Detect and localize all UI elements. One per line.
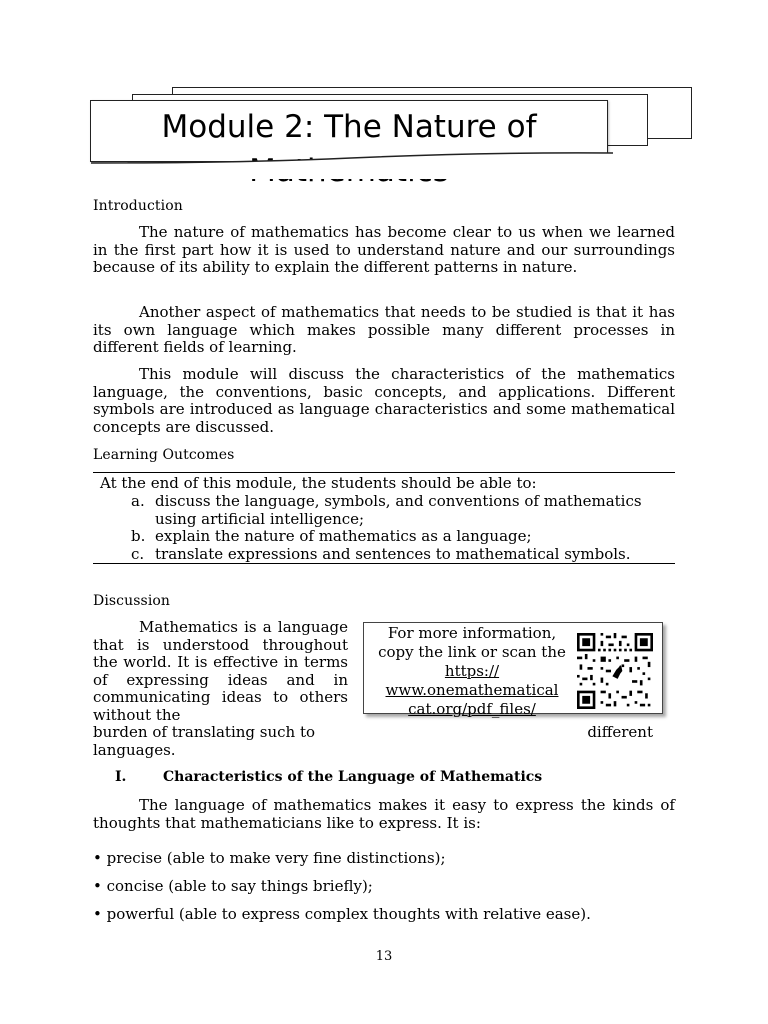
outcome-marker: b. (131, 527, 146, 546)
module-title: Module 2: The Nature of (161, 109, 537, 145)
info-link[interactable]: cat.org/pdf_files/ (408, 700, 536, 718)
list-item: • precise (able to make very fine distinctions); (93, 849, 446, 867)
discussion-paragraph: Mathematics is a language that is understood throughout the world. It is effective in terms of expressing ideas and in communicating ideas to others without the (93, 618, 348, 724)
outcome-item (131, 493, 671, 528)
info-link[interactable]: https:// (444, 662, 500, 680)
list-item: • concise (able to say things briefly); (93, 877, 373, 895)
outcome-marker: a. (131, 492, 145, 510)
outcomes-lead: At the end of this module, the students should be able to: (100, 474, 537, 492)
outcomes-list (131, 493, 671, 563)
outcome-item (131, 528, 671, 546)
intro-paragraph-1: The nature of mathematics has become clear to us when we learned in the first part how it is used to understand nature and our surroundings because of its ability to explain the different patterns in nature. (93, 223, 675, 277)
outcome-text: explain the nature of mathematics as a language; (155, 527, 532, 546)
more-info-box (363, 622, 663, 718)
list-item: • powerful (able to express complex thoughts with relative ease). (93, 905, 591, 923)
banner-front-sheet (90, 100, 608, 162)
discussion-heading: Discussion (93, 593, 171, 609)
outcome-text: translate expressions and sentences to mathematical symbols. (155, 544, 631, 563)
section-1-title: I. Characteristics of the Language of Mathematics (115, 769, 543, 785)
outcome-marker: c. (131, 544, 145, 563)
qr-code-icon[interactable] (577, 633, 653, 709)
more-info-text (372, 624, 572, 719)
discussion-tail-line2: languages. (93, 740, 176, 759)
module-title-banner (88, 86, 698, 166)
intro-paragraph-2: Another aspect of mathematics that needs to be studied is that it has its own language which makes possible many different processes in different fields of learning. (93, 303, 675, 357)
characteristics-list (93, 844, 591, 928)
page-number: 13 (375, 949, 393, 964)
more-info-line: copy the link or scan the (378, 643, 566, 661)
learning-outcomes-heading: Learning Outcomes (93, 447, 235, 463)
outcome-text: discuss the language, symbols, and conventions of mathematics using artificial intelligence; (155, 492, 642, 528)
banner-curl-edge (91, 149, 613, 179)
info-link[interactable]: www.onemathematical (385, 681, 559, 699)
outcome-item (131, 546, 671, 564)
introduction-heading: Introduction (93, 198, 183, 214)
discussion-paragraph-continued (93, 724, 653, 759)
discussion-tail-left: burden of translating such to (93, 723, 316, 741)
intro-paragraph-3: This module will discuss the characteristics of the mathematics language, the conventions, basic concepts, and applications. Different symbols are introduced as language characteristics and some mathematical concepts are discussed. (93, 365, 675, 436)
more-info-line: For more information, (387, 624, 557, 642)
section-1-paragraph: The language of mathematics makes it easy to express the kinds of thoughts that mathematicians like to express. It is: (93, 796, 675, 832)
learning-outcomes-box (93, 472, 675, 564)
discussion-tail-right: different (587, 723, 653, 741)
